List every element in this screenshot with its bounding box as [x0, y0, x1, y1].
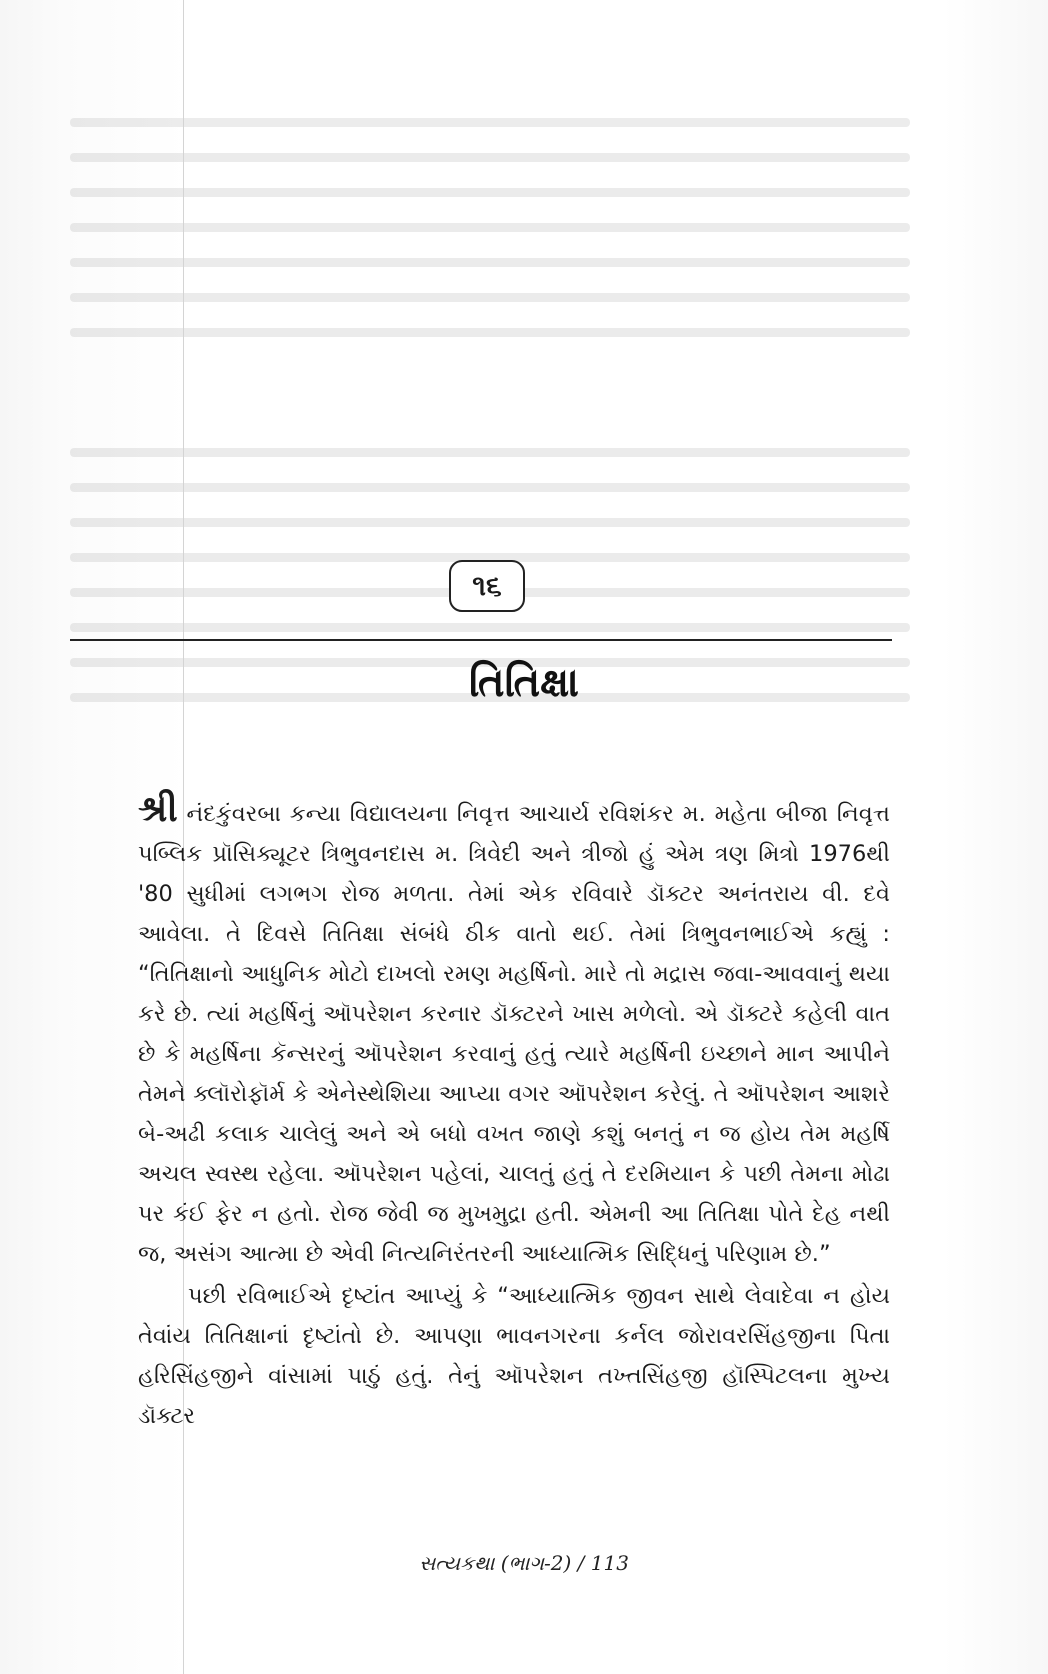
paragraph-2 [138, 1276, 890, 1436]
chapter-body [138, 790, 890, 1436]
paragraph-2-text: પછી રવિભાઈએ દૃષ્ટાંત આપ્યું કે “આધ્યાત્મિક જીવન સાથે લેવાદેવા ન હોય તેવાંય તિતિક્ષાનાં દૃષ્ટાંતો છે. આપણા ભાવનગરના કર્નલ જોરાવરસિંહજીના પિતા હરિસિંહજીને વાંસામાં પાઠું હતું. તેનું ઑપરેશન તખ્તસિંહજી હૉસ્પિટલના મુખ્ય ડૉક્ટર [138, 1283, 890, 1429]
paragraph-1-text: નંદકુંવરબા કન્યા વિદ્યાલયના નિવૃત્ત આચાર્ય રવિશંકર મ. મહેતા બીજા નિવૃત્ત પબ્લિક પ્રૉસિક્યૂટર ત્રિભુવનદાસ મ. ત્રિવેદી અને ત્રીજો હું એમ ત્રણ મિત્રો 1976થી '80 સુધીમાં લગભગ રોજ મળતા. તેમાં એક રવિવારે ડૉક્ટર અનંતરાય વી. દવે આવેલા. તે દિવસે તિતિક્ષા સંબંધે ઠીક વાતો થઈ. તેમાં ત્રિભુવનભાઈએ કહ્યું : “તિતિક્ષાનો આધુનિક મોટો દાખલો રમણ મહર્ષિનો. મારે તો મદ્રાસ જવા-આવવાનું થયા કરે છે. ત્યાં મહર્ષિનું ઑપરેશન કરનાર ડૉક્ટરને ખાસ મળેલો. એ ડૉક્ટરે કહેલી વાત છે કે મહર્ષિના કૅન્સરનું ઑપરેશન કરવાનું હતું ત્યારે મહર્ષિની ઇચ્છાને માન આપીને તેમને ક્લૉરોફૉર્મ કે એનેસ્થેશિયા આપ્યા વગર ઑપરેશન કરેલું. તે ઑપરેશન આશરે બે-અઢી કલાક ચાલેલું અને એ બધો વખત જાણે કશું બનતું ન જ હોય તેમ મહર્ષિ અચલ સ્વસ્થ રહેલા. ઑપરેશન પહેલાં, ચાલતું હતું તે દરમિયાન કે પછી તેમના મોઢા પર કંઈ ફેર ન હતો. રોજ જેવી જ મુખમુદ્રા હતી. એમની આ તિતિક્ષા પોતે દેહ નથી જ, અસંગ આત્મા છે એવી નિત્યનિરંતરની આધ્યાત્મિક સિદ્ધિનું પરિણામ છે.” [138, 801, 890, 1267]
paragraph-1 [138, 790, 890, 1274]
drop-cap-word: શ્રી [138, 789, 178, 830]
chapter-number-badge [449, 560, 525, 612]
chapter-divider [70, 639, 892, 641]
page-footer: સત્યકથા (ભાગ-2) / 113 [419, 1551, 629, 1575]
chapter-title: તિતિક્ષા [469, 660, 579, 706]
chapter-number: ૧૬ [472, 569, 502, 602]
bleed-through-text [70, 118, 910, 418]
bleed-through-text-lower [70, 448, 910, 808]
